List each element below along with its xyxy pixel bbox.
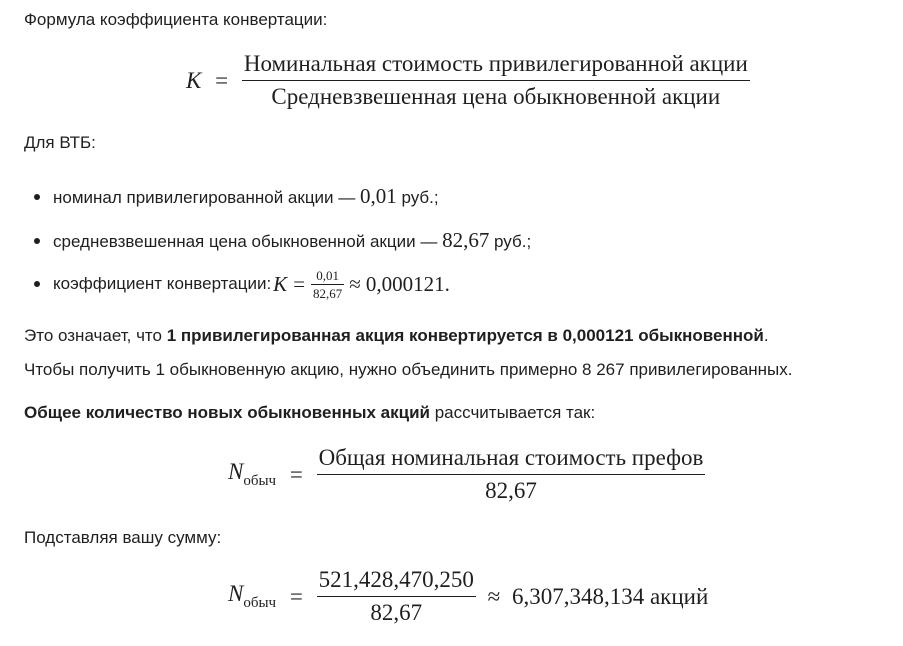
n-subscript: обыч xyxy=(243,473,277,489)
list-item-denominator: 82,67 xyxy=(313,285,343,301)
n-subscript: обыч xyxy=(243,595,277,611)
formula-fraction xyxy=(317,567,476,626)
substitute-label: Подставляя вашу сумму: xyxy=(24,528,222,547)
meaning-bold: 1 привилегированная акция конвертируется в 0,000121 обыкновенной xyxy=(166,326,764,345)
equals-sign: = xyxy=(289,583,303,609)
bullet-dot xyxy=(34,281,40,287)
formula-denominator: 82,67 xyxy=(370,600,423,625)
meaning-suffix: . xyxy=(763,326,769,345)
substituted-formula xyxy=(228,567,708,626)
list-item-numerator: 0,01 xyxy=(311,268,344,285)
list-item-unit: руб.; xyxy=(489,232,532,251)
n-symbol: N xyxy=(228,581,244,606)
formula-lhs-n xyxy=(228,581,276,612)
formula-numerator: 521,428,470,250 xyxy=(317,567,476,597)
list-item xyxy=(53,184,439,210)
intro-heading: Формула коэффициента конвертации: xyxy=(24,10,328,29)
list-item-fraction xyxy=(311,268,344,301)
equals-sign: = xyxy=(289,461,303,487)
equals-sign: = xyxy=(215,67,229,93)
total-paragraph xyxy=(24,402,595,424)
approx-sign: ≈ xyxy=(487,583,501,609)
list-item-text: номинал привилегированной акции — xyxy=(53,188,360,207)
formula-numerator: Общая номинальная стоимость префов xyxy=(317,445,706,475)
formula-denominator: Средневзвешенная цена обыкновенной акции xyxy=(271,84,721,109)
conversion-coefficient-formula xyxy=(186,51,750,110)
total-rest: рассчитывается так: xyxy=(430,403,596,422)
list-item-text: коэффициент конвертации: xyxy=(53,274,272,293)
bullet-dot xyxy=(34,194,40,200)
list-item-equals: = xyxy=(293,271,306,296)
list-item-lhs-k: K xyxy=(273,271,288,296)
list-item xyxy=(53,264,450,304)
list-item-text: средневзвешенная цена обыкновенной акции — xyxy=(53,232,443,251)
list-item-unit: руб.; xyxy=(396,188,439,207)
formula-fraction xyxy=(317,445,706,504)
total-bold: Общее количество новых обыкновенных акций xyxy=(24,403,430,422)
bullet-dot xyxy=(34,238,40,244)
formula-result: 6,307,348,134 акций xyxy=(511,583,709,609)
total-shares-formula xyxy=(228,445,705,504)
list-item-value: 0,01 xyxy=(360,184,397,208)
meaning-paragraph xyxy=(24,325,769,347)
formula-numerator: Номинальная стоимость привилегированной акции xyxy=(242,51,750,81)
n-symbol: N xyxy=(228,459,244,484)
list-item-result: 0,000121. xyxy=(365,271,450,296)
meaning-prefix: Это означает, что xyxy=(24,326,167,345)
formula-fraction xyxy=(242,51,750,110)
list-item-value: 82,67 xyxy=(442,228,490,252)
formula-lhs-k: K xyxy=(186,67,202,93)
formula-denominator: 82,67 xyxy=(485,478,537,503)
list-item xyxy=(53,228,531,254)
list-item-approx: ≈ xyxy=(349,271,361,296)
vtb-label: Для ВТБ: xyxy=(24,133,96,152)
formula-lhs-n xyxy=(228,459,276,490)
note-paragraph: Чтобы получить 1 обыкновенную акцию, нужно объединить примерно 8 267 привилегированных. xyxy=(24,360,793,379)
